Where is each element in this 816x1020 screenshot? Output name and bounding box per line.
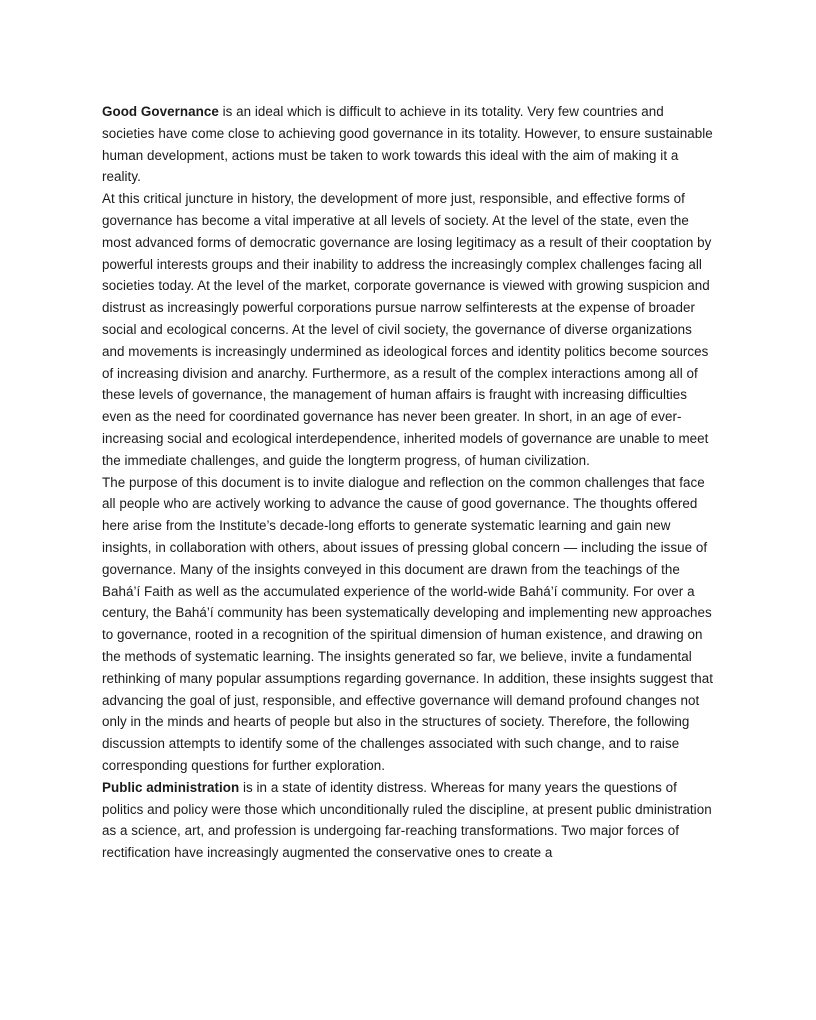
document-body [102,101,716,864]
paragraph-lead-heading: Public administration [102,779,240,795]
paragraph-public-administration [102,777,716,864]
paragraph-good-governance [102,101,716,188]
paragraph-text: The purpose of this document is to invite dialogue and reflection on the common challenges that face all people who are actively working to advance the cause of good governance. The thoughts offered here arise from the Institute’s decade-long efforts to generate systematic learning and gain new insights, in collaboration with others, about issues of pressing global concern — including the issue of governance. Many of the insights conveyed in this document are drawn from the teachings of the Bahá’í Faith as well as the accumulated experience of the world-wide Bahá’í community. For over a century, the Bahá’í community has been systematically developing and implementing new approaches to governance, rooted in a recognition of the spiritual dimension of human existence, and drawing on the methods of systematic learning. The insights generated so far, we believe, invite a fundamental rethinking of many popular assumptions regarding governance. In addition, these insights suggest that advancing the goal of just, responsible, and effective governance will demand profound changes not only in the minds and hearts of people but also in the structures of society. Therefore, the following discussion attempts to identify some of the challenges associated with such change, and to raise corresponding questions for further exploration. [102,474,713,773]
paragraph-text: is an ideal which is difficult to achieve in its totality. Very few countries and societies have come close to achieving good governance in its totality. However, to ensure sustainable human development, actions must be taken to work towards this ideal with the aim of making it a reality. [102,104,713,185]
paragraph-text: is in a state of identity distress. Whereas for many years the questions of politics and policy were those which unconditionally ruled the discipline, at present public dministration as a science, art, and profession is undergoing far-reaching transformations. Two major forces of rectification have increasingly augmented the conservative ones to create a [102,779,712,861]
paragraph-critical-juncture [102,188,716,471]
paragraph-lead-heading: Good Governance [102,104,219,119]
paragraph-document-purpose [102,472,716,777]
paragraph-text: At this critical juncture in history, the development of more just, responsible, and effective forms of governance has become a vital imperative at all levels of society. At the level of the state, even the most advanced forms of democratic governance are losing legitimacy as a result of their cooptation by powerful interests groups and their inability to address the increasingly complex challenges facing all societies today. At the level of the market, corporate governance is viewed with growing suspicion and distrust as increasingly powerful corporations pursue narrow selfinterests at the expense of broader social and ecological concerns. At the level of civil society, the governance of diverse organizations and movements is increasingly undermined as ideological forces and identity politics become sources of increasing division and anarchy. Furthermore, as a result of the complex interactions among all of these levels of governance, the management of human affairs is fraught with increasing difficulties even as the need for coordinated governance has never been greater. In short, in an age of ever-increasing social and ecological interdependence, inherited models of governance are unable to meet the immediate challenges, and guide the longterm progress, of human civilization. [102,191,712,468]
